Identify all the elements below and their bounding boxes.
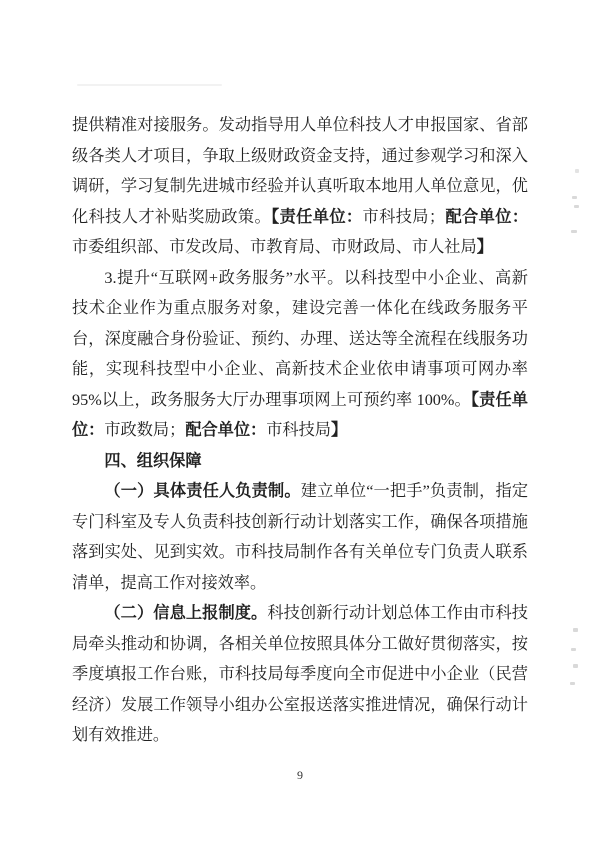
scan-artifact [571, 648, 576, 651]
scan-artifact [573, 664, 578, 668]
paragraph [72, 476, 528, 598]
scan-artifact [570, 682, 575, 685]
text-run: 市委组织部、市发改局、市教育局、市财政局、市人社局 [72, 238, 477, 256]
paragraph [72, 110, 528, 263]
bold-text-run: 】 [331, 421, 348, 439]
bold-text-run: 四、组织保障 [104, 451, 202, 470]
bold-text-run: （二）信息上报制度。 [104, 604, 268, 622]
scan-artifact [575, 169, 579, 173]
scan-artifact [572, 196, 577, 199]
scan-artifact [574, 205, 579, 208]
bold-text-run: 【责任单位： [72, 390, 528, 439]
paragraph [72, 263, 528, 446]
bold-text-run: 】 [476, 238, 493, 256]
page-number: 9 [297, 768, 303, 782]
text-run: 3.提升“互联网+政务服务”水平。以科技型中小企业、高新技术企业作为重点服务对象，建设完善一体化在线政务服务平台，深度融合身份验证、预约、办理、送达等全流程在线服务功能，实现科技型中小企业、高新技术企业依申请事项可网办率95%以上，政务服务大厅办理事项网上可预约率 100%。 [72, 268, 528, 409]
bold-text-run: 配合单位： [445, 207, 529, 226]
scan-artifact [573, 628, 578, 632]
text-run: 市科技局 [266, 421, 331, 439]
scan-artifact [77, 84, 222, 86]
text-run: 市政数局； [104, 421, 186, 439]
document-body [72, 110, 528, 751]
text-run: 科技创新行动计划总体工作由市科技局牵头推动和协调，各相关单位按照具体分工做好贯彻落实，按季度填报工作台账，市科技局每季度向全市促进中小企业（民营经济）发展工作领导小组办公室报送落实推进情况，确保行动计划有效推进。 [72, 604, 528, 744]
section-heading [72, 446, 528, 477]
bold-text-run: （一）具体责任人负责制。 [104, 482, 301, 500]
text-run: 市科技局； [362, 207, 446, 226]
scan-artifact [571, 230, 577, 233]
text-run: 建立单位“一把手”负责制，指定专门科室及专人负责科技创新行动计划落实工作，确保各项措施落到实处、见到实效。市科技局制作各有关单位专门负责人联系清单，提高工作对接效率。 [72, 482, 529, 592]
bold-text-run: 配合单位： [185, 421, 267, 439]
paragraph [72, 598, 528, 751]
text-run: 提供精准对接服务。发动指导用人单位科技人才申报国家、省部级各类人才项目，争取上级财政资金支持，通过参观学习和深入调研，学习复制先进城市经验并认真听取本地用人单位意见，优化科技人才补贴奖励政策。 [72, 116, 528, 226]
bold-text-run: 【责任单位： [271, 207, 363, 226]
